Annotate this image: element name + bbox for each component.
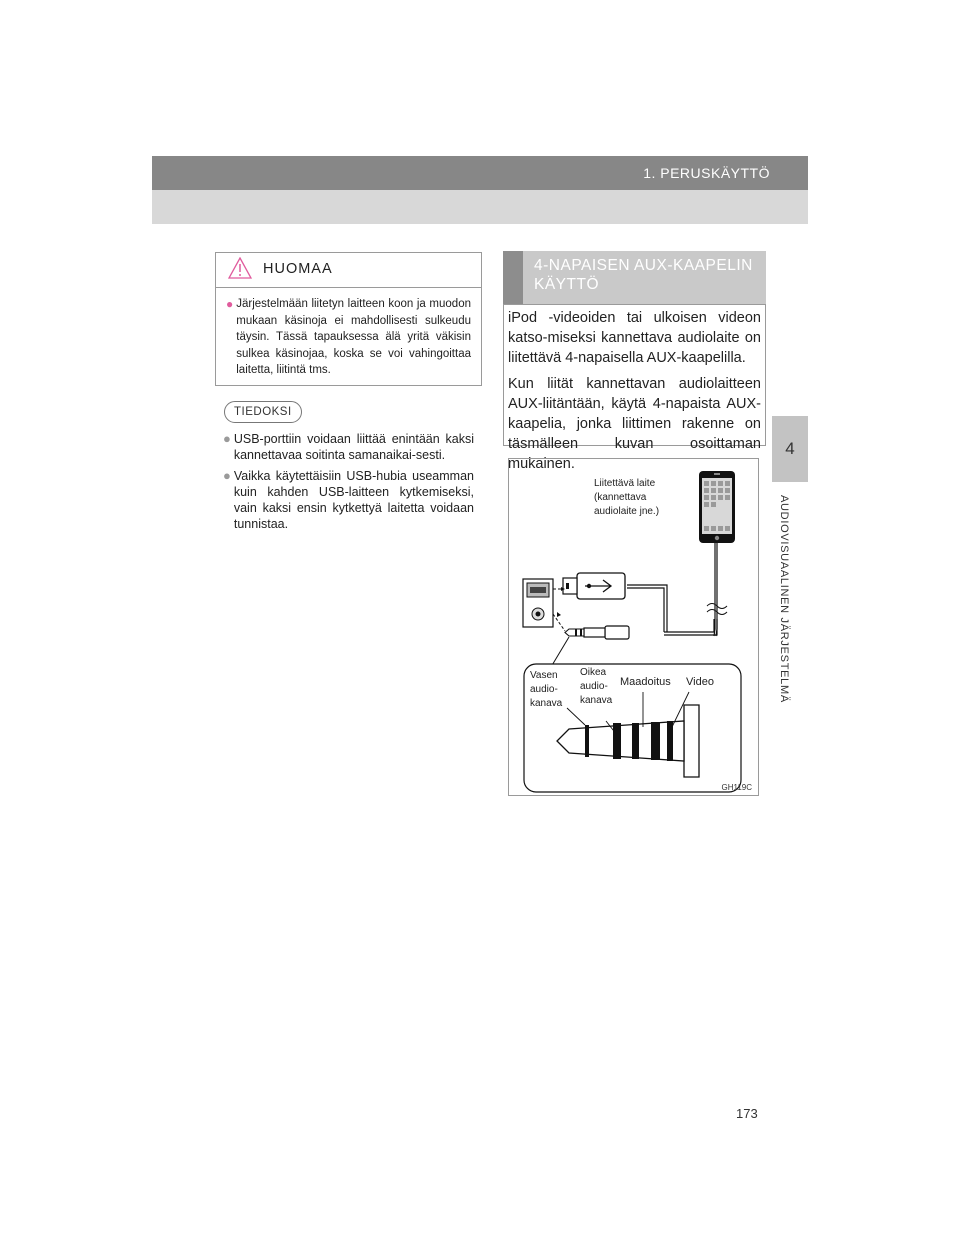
paragraph: Kun liität kannettavan audiolaitteen AUX-liitäntään, käytä 4-napaista AUX-kaapelia, jonka liittimen rakenne on täsmälleen kuvan osoittaman mukainen. [508,376,761,472]
section-title: 1. PERUSKÄYTTÖ [643,165,770,181]
chapter-tab [772,416,808,482]
device-label-line2: (kannettava [594,492,647,503]
list-item: ● Vaikka käytettäisiin USB-hubia useamman kuin kahden USB-laitteen kytkemiseksi, vain kaksi ensin kytkettyä laitetta voidaan tunnistaa. [223,468,474,531]
section-heading-bar [503,251,523,304]
chapter-number: 4 [785,439,795,458]
device-label-line1: Liitettävä laite [594,478,656,489]
vehicle-port-icon [523,579,553,627]
figure-code: GH119C [721,783,752,792]
section-title-text: 4-NAPAISEN AUX-KAAPELIN KÄYTTÖ [534,257,753,293]
tips-list [223,431,474,537]
notice-title: HUOMAA [263,261,333,277]
small-aux-plug-icon [565,626,629,639]
usb-plug-icon [563,573,625,599]
tips-badge: TIEDOKSI [224,401,302,423]
warning-icon [228,257,252,279]
chapter-side-label [778,495,800,895]
bullet-icon: ● [223,431,231,446]
aux-cable-figure [508,458,759,796]
section-intro [503,304,766,472]
bullet-icon: ● [226,297,234,311]
video-label: Video [686,676,714,688]
left-audio-label-3: kanava [530,698,563,709]
left-audio-label-2: audio- [530,684,558,695]
right-audio-label-3: kanava [580,695,613,706]
chapter-label: AUDIOVISUAALINEN JÄRJESTELMÄ [778,495,790,703]
ground-label: Maadoitus [620,676,671,688]
bullet-icon: ● [223,468,231,483]
paragraph: iPod -videoiden tai ulkoisen videon katso-miseksi kannettava audiolaite on liitettävä 4-napaisella AUX-kaapelilla. [508,310,761,366]
header-subbar [152,190,808,224]
device-label-line3: audiolaite jne.) [594,506,660,517]
list-item: ● USB-porttiin voidaan liittää enintään kaksi kannettavaa soitinta samanaikai-sesti. [223,431,474,462]
left-audio-label-1: Vasen [530,670,558,681]
notice-box [215,252,482,386]
page-number: 173 [736,1106,758,1121]
right-audio-label-1: Oikea [580,667,607,678]
section-heading [503,251,766,304]
right-audio-label-2: audio- [580,681,608,692]
notice-header [216,253,481,288]
header-bar [152,156,808,190]
phone-icon [699,471,735,543]
notice-item: ● Järjestelmään liitetyn laitteen koon ja muodon mukaan käsinoja ei mahdollisesti sulkeudu täysin. Tässä tapauksessa älä yritä väkisin sulkea käsinojaa, koska se voi vahingoittaa laitetta, liitintä tms. [226,296,471,379]
